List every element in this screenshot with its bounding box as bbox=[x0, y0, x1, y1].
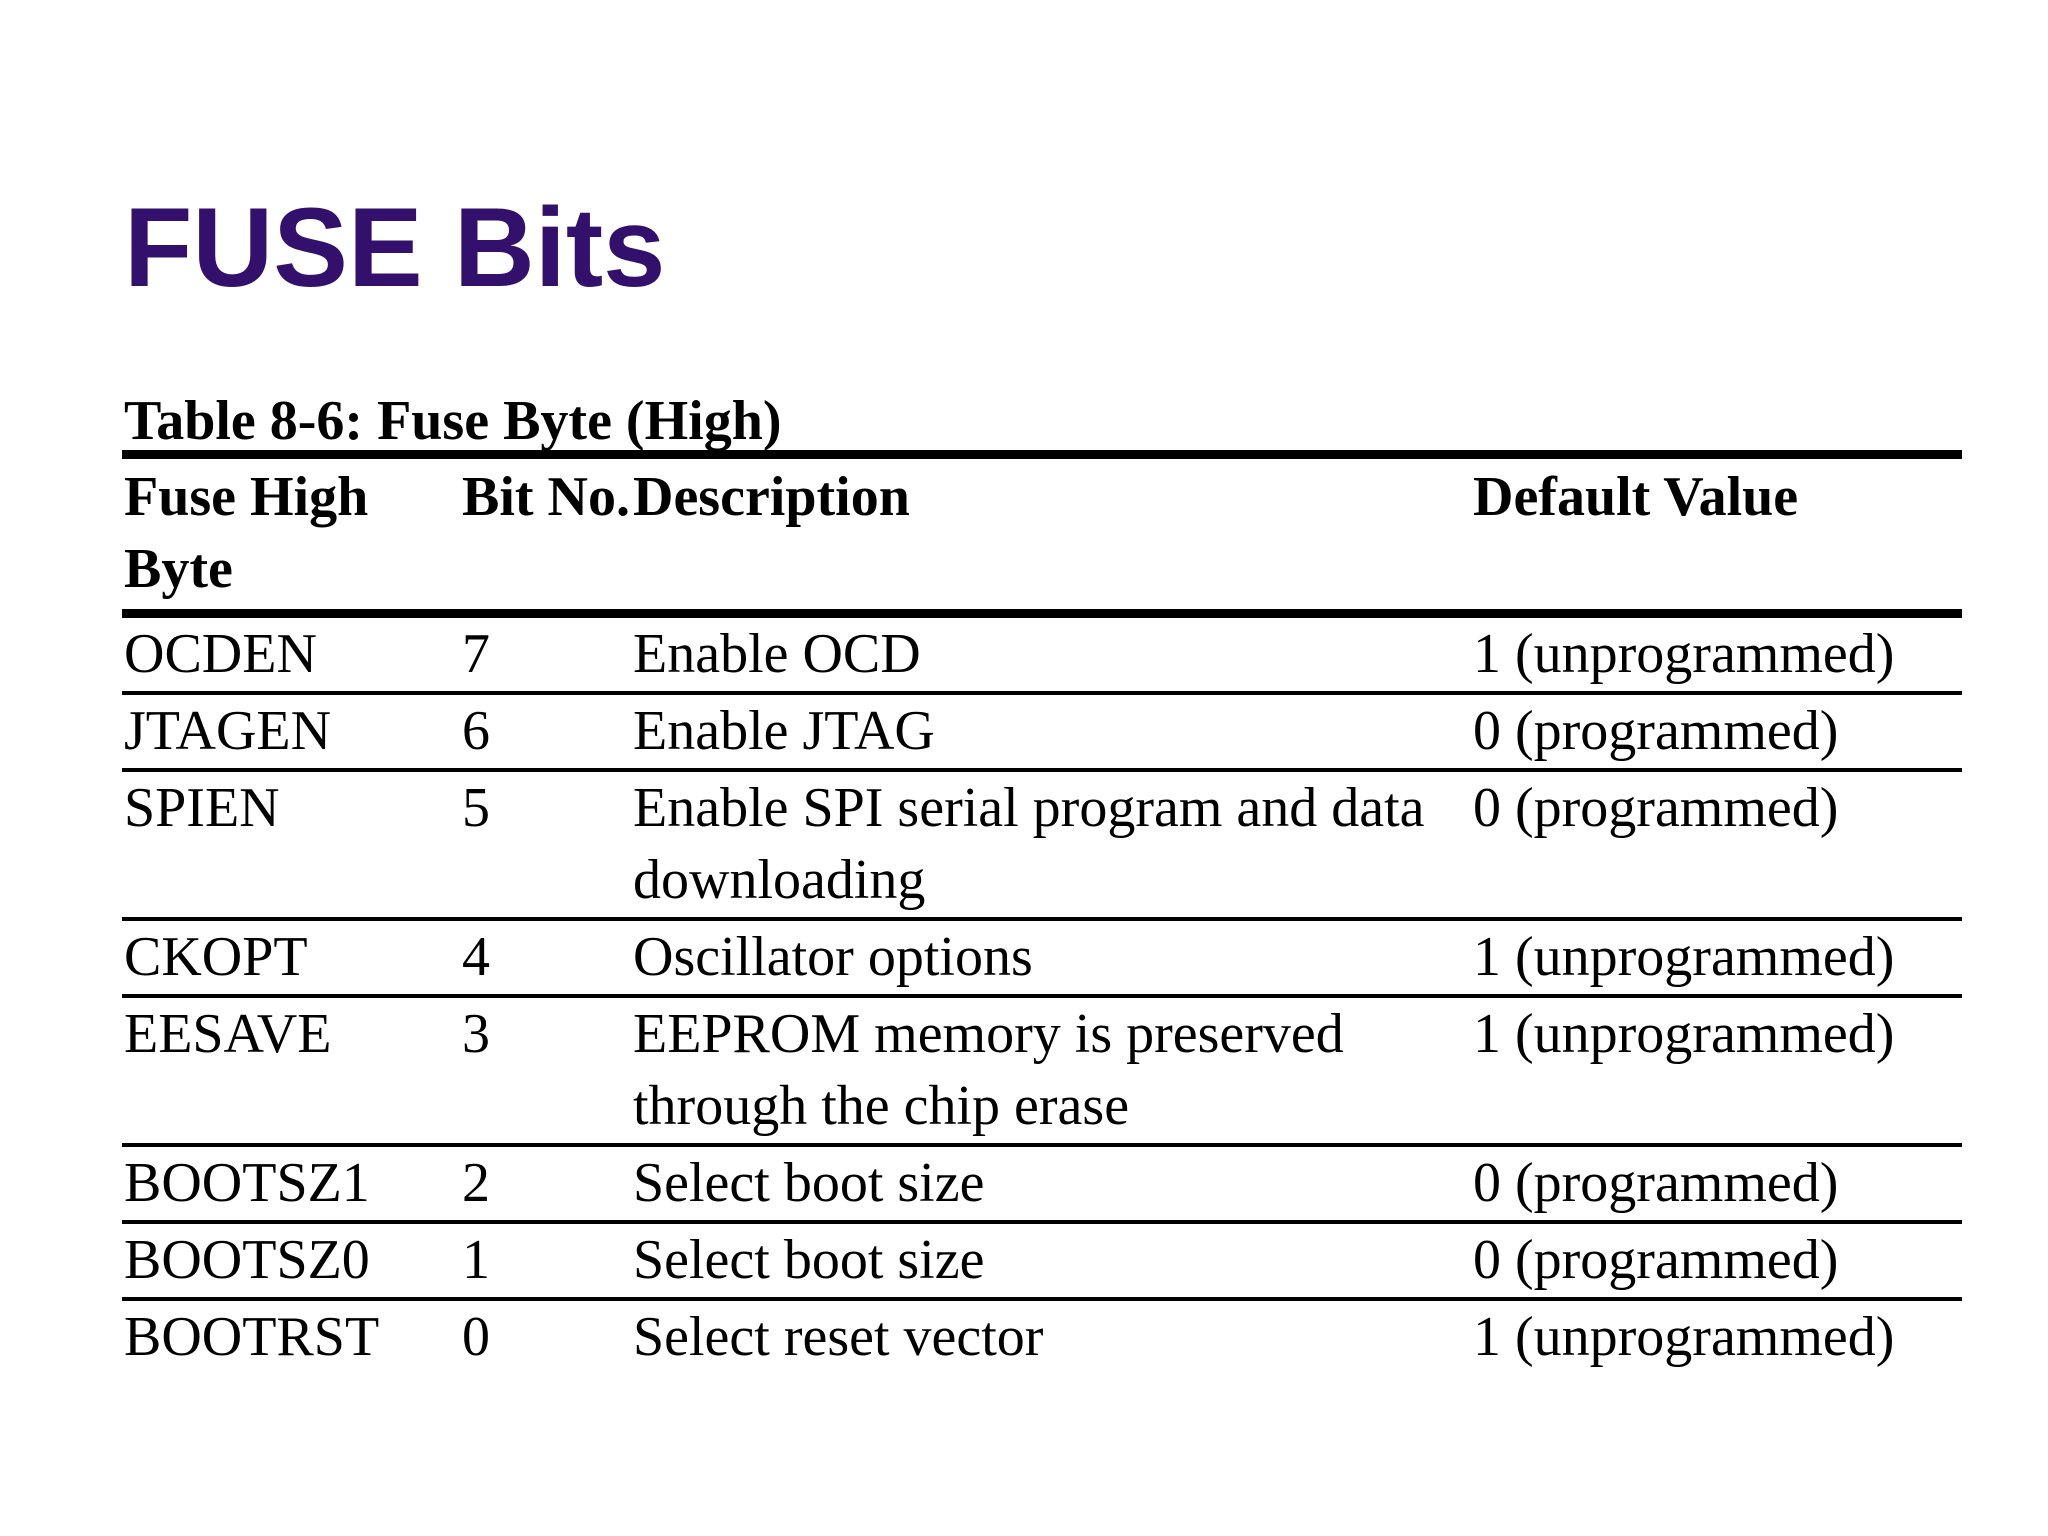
fuse-byte-table bbox=[122, 450, 1962, 1374]
description-cell: Select boot size bbox=[633, 1229, 985, 1291]
fuse-name-cell: BOOTRST bbox=[124, 1306, 380, 1368]
default-value-cell: 0 (programmed) bbox=[1473, 777, 1839, 839]
header-description: Description bbox=[633, 466, 910, 528]
table-header bbox=[122, 455, 1962, 614]
header-fuse-high-byte: Fuse High Byte bbox=[124, 466, 369, 600]
bit-number-cell: 1 bbox=[462, 1229, 490, 1291]
fuse-name-cell: JTAGEN bbox=[124, 700, 332, 762]
header-row bbox=[122, 455, 1962, 614]
bit-number-cell: 5 bbox=[462, 777, 490, 839]
default-value-cell: 0 (programmed) bbox=[1473, 700, 1839, 762]
table-row bbox=[122, 614, 1962, 694]
bit-number-cell: 6 bbox=[462, 700, 490, 762]
bit-number-cell: 3 bbox=[462, 1003, 490, 1065]
table-row bbox=[122, 919, 1962, 996]
table-row bbox=[122, 996, 1962, 1145]
header-bit-no: Bit No. bbox=[462, 466, 630, 528]
table-row bbox=[122, 1299, 1962, 1374]
description-cell: Enable OCD bbox=[633, 623, 921, 685]
fuse-name-cell: SPIEN bbox=[124, 777, 280, 839]
table-caption: Table 8-6: Fuse Byte (High) bbox=[124, 390, 782, 452]
default-value-cell: 1 (unprogrammed) bbox=[1473, 623, 1895, 685]
fuse-name-cell: BOOTSZ1 bbox=[124, 1152, 370, 1214]
default-value-cell: 1 (unprogrammed) bbox=[1473, 1306, 1895, 1368]
default-value-cell: 0 (programmed) bbox=[1473, 1152, 1839, 1214]
description-cell: Enable SPI serial program and data downloading bbox=[633, 777, 1425, 911]
default-value-cell: 1 (unprogrammed) bbox=[1473, 926, 1895, 988]
table-row bbox=[122, 1222, 1962, 1299]
table-row bbox=[122, 1145, 1962, 1222]
description-cell: Select boot size bbox=[633, 1152, 985, 1214]
description-cell: Select reset vector bbox=[633, 1306, 1044, 1368]
fuse-name-cell: CKOPT bbox=[124, 926, 308, 988]
slide-title: FUSE Bits bbox=[124, 185, 666, 310]
header-default-value: Default Value bbox=[1473, 466, 1799, 528]
description-cell: Enable JTAG bbox=[633, 700, 935, 762]
default-value-cell: 0 (programmed) bbox=[1473, 1229, 1839, 1291]
table-row bbox=[122, 770, 1962, 919]
bit-number-cell: 7 bbox=[462, 623, 490, 685]
bit-number-cell: 4 bbox=[462, 926, 490, 988]
description-cell: Oscillator options bbox=[633, 926, 1033, 988]
bit-number-cell: 2 bbox=[462, 1152, 490, 1214]
fuse-name-cell: EESAVE bbox=[124, 1003, 332, 1065]
default-value-cell: 1 (unprogrammed) bbox=[1473, 1003, 1895, 1065]
description-cell: EEPROM memory is preserved through the chip erase bbox=[633, 1003, 1344, 1137]
fuse-name-cell: BOOTSZ0 bbox=[124, 1229, 370, 1291]
bit-number-cell: 0 bbox=[462, 1306, 490, 1368]
table-body bbox=[122, 614, 1962, 1375]
table-row bbox=[122, 693, 1962, 770]
fuse-name-cell: OCDEN bbox=[124, 623, 317, 685]
